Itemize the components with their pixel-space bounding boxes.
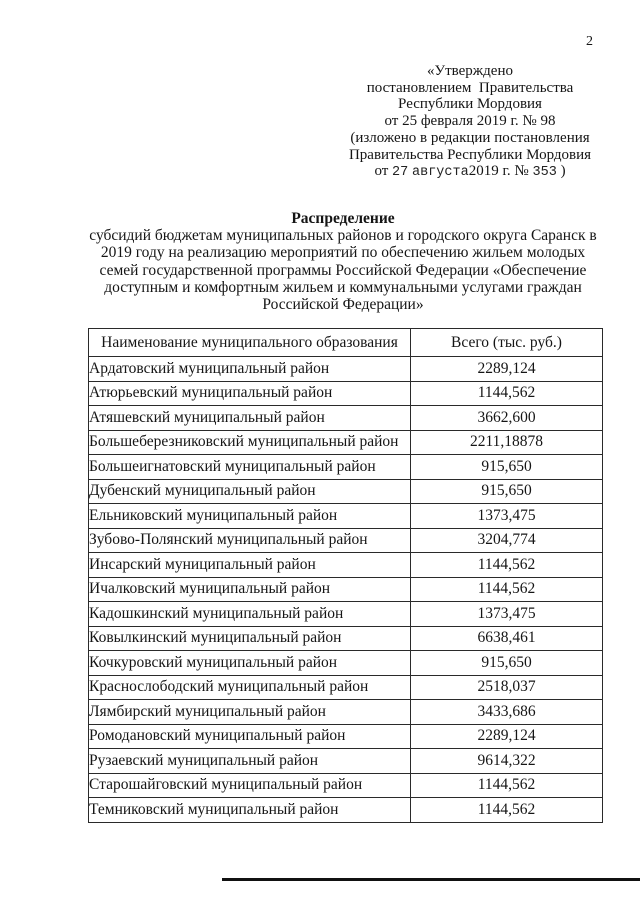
amendment-line — [330, 163, 610, 182]
table-row — [89, 626, 603, 651]
municipality-name-cell: Атюрьевский муниципальный район — [89, 381, 411, 406]
table-row — [89, 528, 603, 553]
total-amount-cell: 6638,461 — [411, 626, 603, 651]
subtitle-line: субсидий бюджетам муниципальных районов и городского округа Саранск в — [89, 227, 597, 245]
municipality-name-cell: Атяшевский муниципальный район — [89, 406, 411, 431]
amendment-month: августа — [412, 165, 469, 181]
total-amount-cell: 1144,562 — [411, 381, 603, 406]
municipality-name-cell: Ромодановский муниципальный район — [89, 724, 411, 749]
document-title: Распределение — [291, 210, 395, 227]
total-amount-cell: 1144,562 — [411, 577, 603, 602]
table-body — [89, 357, 603, 823]
page-number: 2 — [586, 34, 593, 49]
table-row — [89, 773, 603, 798]
table-row — [89, 651, 603, 676]
document-subtitle — [83, 227, 603, 313]
approval-opening: «Утверждено — [426, 63, 513, 79]
total-amount-cell: 2518,037 — [411, 675, 603, 700]
approval-date-line: от 25 февраля 2019 г. № 98 — [384, 113, 556, 130]
municipality-name-cell: Темниковский муниципальный район — [89, 798, 411, 823]
subtitle-line: семей государственной программы Российской Федерации «Обеспечение — [99, 261, 587, 279]
total-amount-cell: 1144,562 — [411, 773, 603, 798]
total-amount-cell: 2211,18878 — [411, 430, 603, 455]
table-row — [89, 430, 603, 455]
municipality-name-cell: Кадошкинский муниципальный район — [89, 602, 411, 627]
header-municipality: Наименование муниципального образования — [89, 329, 411, 357]
table-row — [89, 602, 603, 627]
total-amount-cell: 9614,322 — [411, 749, 603, 774]
approval-republic-line: Республики Мордовия — [398, 96, 542, 113]
total-amount-cell: 2289,124 — [411, 357, 603, 382]
subtitle-line: 2019 году на реализацию мероприятий по обеспечению жильем молодых — [100, 244, 586, 262]
table-row — [89, 406, 603, 431]
municipality-name-cell: Большеберезниковский муниципальный район — [89, 430, 411, 455]
table-row — [89, 381, 603, 406]
amendment-prefix: от — [374, 163, 389, 180]
municipality-name-cell: Ичалковский муниципальный район — [89, 577, 411, 602]
table-header-row — [89, 329, 603, 357]
header-total: Всего (тыс. руб.) — [411, 329, 603, 357]
table-row — [89, 749, 603, 774]
municipality-name-cell: Большеигнатовский муниципальный район — [89, 455, 411, 480]
total-amount-cell: 1373,475 — [411, 602, 603, 627]
municipality-name-cell: Старошайговский муниципальный район — [89, 773, 411, 798]
total-amount-cell: 2289,124 — [411, 724, 603, 749]
subtitle-line: доступным и комфортным жильем и коммунальными услугами граждан — [104, 278, 582, 296]
municipality-name-cell: Рузаевский муниципальный район — [89, 749, 411, 774]
municipality-name-cell: Ельниковский муниципальный район — [89, 504, 411, 529]
approval-block — [330, 63, 610, 182]
total-amount-cell: 915,650 — [411, 455, 603, 480]
municipality-name-cell: Инсарский муниципальный район — [89, 553, 411, 578]
table-row — [89, 357, 603, 382]
total-amount-cell: 1144,562 — [411, 798, 603, 823]
distribution-table — [88, 328, 603, 823]
table-row — [89, 504, 603, 529]
approval-revision-line: (изложено в редакции постановления — [350, 129, 590, 146]
total-amount-cell: 3433,686 — [411, 700, 603, 725]
table-row — [89, 479, 603, 504]
total-amount-cell: 915,650 — [411, 479, 603, 504]
table-row — [89, 553, 603, 578]
total-amount-cell: 1373,475 — [411, 504, 603, 529]
municipality-name-cell: Лямбирский муниципальный район — [89, 700, 411, 725]
total-amount-cell: 1144,562 — [411, 553, 603, 578]
municipality-name-cell: Ардатовский муниципальный район — [89, 357, 411, 382]
table-row — [89, 798, 603, 823]
table-row — [89, 700, 603, 725]
municipality-name-cell: Дубенский муниципальный район — [89, 479, 411, 504]
document-heading — [83, 210, 603, 313]
approval-government-line: Правительства Республики Мордовия — [348, 146, 592, 163]
amendment-number: 353 — [532, 165, 557, 181]
table-row — [89, 675, 603, 700]
municipality-name-cell: Ковылкинский муниципальный район — [89, 626, 411, 651]
scan-edge-line — [222, 878, 640, 881]
municipality-name-cell: Зубово-Полянский муниципальный район — [89, 528, 411, 553]
municipality-name-cell: Кочкуровский муниципальный район — [89, 651, 411, 676]
subtitle-line: Российской Федерации» — [262, 296, 424, 314]
amendment-day: 27 — [392, 165, 409, 181]
amendment-closing: ) — [560, 163, 566, 180]
approval-decree-line: постановлением Правительства — [366, 79, 574, 96]
total-amount-cell: 3662,600 — [411, 406, 603, 431]
table-row — [89, 724, 603, 749]
table-row — [89, 455, 603, 480]
amendment-year-sign: 2019 г. № — [468, 163, 529, 180]
municipality-name-cell: Краснослободский муниципальный район — [89, 675, 411, 700]
total-amount-cell: 3204,774 — [411, 528, 603, 553]
table-row — [89, 577, 603, 602]
total-amount-cell: 915,650 — [411, 651, 603, 676]
